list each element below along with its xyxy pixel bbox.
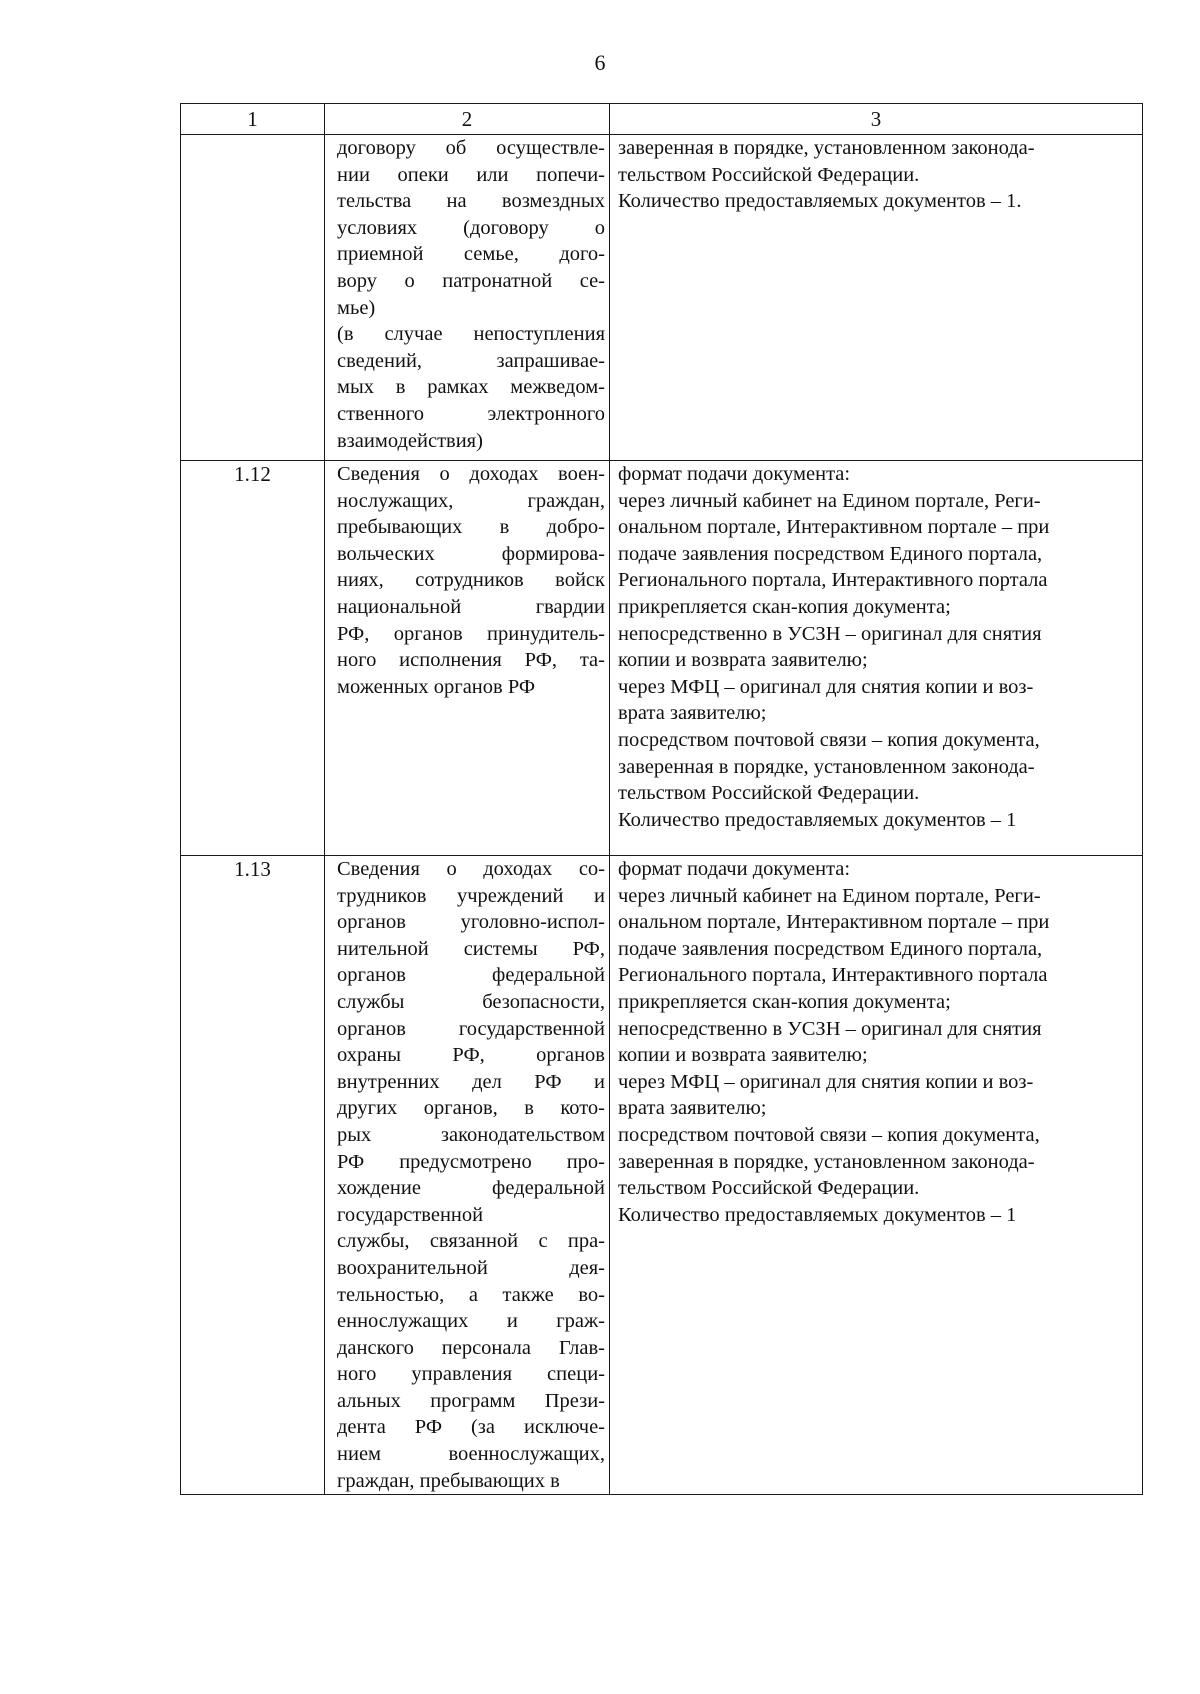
text-line: копии и возврата заявителю; xyxy=(618,649,868,672)
text-line: заверенная в порядке, установленном законода- xyxy=(618,1150,1035,1173)
text-line: непосредственно в УСЗН – оригинал для снятия xyxy=(618,1017,1042,1040)
text-line: Количество предоставляемых документов – 1 xyxy=(618,808,1017,831)
text-line: Регионального портала, Интерактивного портала xyxy=(618,964,1048,987)
submission-format-cell xyxy=(610,461,1143,856)
text-line: подаче заявления посредством Единого портала, xyxy=(618,542,1043,565)
text-line: других органов, в кото- xyxy=(337,1097,605,1120)
row-number-cell xyxy=(181,135,325,461)
text-line: вольческих формирова- xyxy=(337,542,605,565)
header-cell-2: 2 xyxy=(325,104,610,135)
text-line: органов государственной xyxy=(337,1017,605,1040)
text-line: посредством почтовой связи – копия документа, xyxy=(618,728,1040,751)
text-line: формат подачи документа: xyxy=(618,463,851,485)
text-line: ональном портале, Интерактивном портале – при xyxy=(618,516,1050,539)
text-line: рых законодательством xyxy=(337,1123,605,1146)
text-line: органов федеральной xyxy=(337,964,605,987)
text-line: национальной гвардии xyxy=(337,595,605,618)
text-line: копии и возврата заявителю; xyxy=(618,1044,868,1067)
text-line: тельством Российской Федерации. xyxy=(618,1177,920,1200)
text-line: дента РФ (за исключе- xyxy=(337,1416,605,1439)
text-line: сведений, запрашивае- xyxy=(337,349,605,372)
text-line: службы, связанной с пра- xyxy=(337,1230,605,1253)
text-line: тельства на возмездных xyxy=(337,190,605,213)
text-line: подаче заявления посредством Единого портала, xyxy=(618,937,1043,960)
text-line: заверенная в порядке, установленном законода- xyxy=(618,137,1035,159)
document-name-cell xyxy=(325,135,610,461)
text-line: хождение федеральной xyxy=(337,1177,605,1200)
text-line: через личный кабинет на Едином портале, Реги- xyxy=(618,489,1041,512)
text-line: РФ, органов принудитель- xyxy=(337,622,605,645)
document-name-cell xyxy=(325,461,610,856)
text-line: врата заявителю; xyxy=(618,1097,767,1120)
text-line: нительной системы РФ, xyxy=(337,937,605,960)
header-cell-3: 3 xyxy=(610,104,1143,135)
text-line: тельством Российской Федерации. xyxy=(618,163,920,186)
table-row xyxy=(181,135,1143,461)
text-line: вору о патронатной се- xyxy=(337,269,605,292)
text-line: Регионального портала, Интерактивного портала xyxy=(618,569,1048,592)
text-line: заверенная в порядке, установленном законода- xyxy=(618,755,1035,778)
submission-format-cell xyxy=(610,135,1143,461)
text-line: прикрепляется скан-копия документа; xyxy=(618,990,951,1013)
text-line: через МФЦ – оригинал для снятия копии и воз- xyxy=(618,675,1034,698)
text-line: формат подачи документа: xyxy=(618,858,851,880)
text-line: граждан, пребывающих в xyxy=(337,1469,560,1492)
row-number-cell: 1.12 xyxy=(181,461,325,856)
table-header-row xyxy=(181,104,1143,135)
text-line: РФ предусмотрено про- xyxy=(337,1150,605,1173)
text-line: данского персонала Глав- xyxy=(337,1336,605,1359)
text-line: через МФЦ – оригинал для снятия копии и воз- xyxy=(618,1070,1034,1093)
row-number-cell: 1.13 xyxy=(181,856,325,1495)
text-line: воохранительной дея- xyxy=(337,1256,605,1279)
document-name-cell xyxy=(325,856,610,1495)
document-table xyxy=(180,103,1143,1495)
table-row xyxy=(181,461,1143,856)
text-line: нием военнослужащих, xyxy=(337,1443,605,1466)
text-line: ниях, сотрудников войск xyxy=(337,569,605,592)
text-line: мых в рамках межведом- xyxy=(337,376,605,399)
text-line: тельством Российской Федерации. xyxy=(618,782,920,805)
text-line: условиях (договору о xyxy=(337,216,605,239)
text-line: нии опеки или попечи- xyxy=(337,163,605,186)
text-line: взаимодействия) xyxy=(337,429,483,452)
text-line: Количество предоставляемых документов – 1 xyxy=(618,1203,1017,1226)
text-line: врата заявителю; xyxy=(618,702,767,725)
text-line: мье) xyxy=(337,296,376,319)
text-line: ного исполнения РФ, та- xyxy=(337,649,605,672)
text-line: прикрепляется скан-копия документа; xyxy=(618,595,951,618)
text-line: Сведения о доходах воен- xyxy=(337,463,605,485)
text-line: моженных органов РФ xyxy=(337,675,536,698)
text-line: приемной семье, дого- xyxy=(337,243,605,266)
text-line: через личный кабинет на Едином портале, Реги- xyxy=(618,884,1041,907)
text-line: государственной xyxy=(337,1203,484,1226)
text-line: (в случае непоступления xyxy=(337,323,605,346)
page-number: 6 xyxy=(594,50,606,75)
text-line: ственного электронного xyxy=(337,402,605,425)
text-line: ональном портале, Интерактивном портале – при xyxy=(618,911,1050,934)
header-cell-1: 1 xyxy=(181,104,325,135)
text-line: нослужащих, граждан, xyxy=(337,489,605,512)
text-line: органов уголовно-испол- xyxy=(337,911,605,934)
text-line: непосредственно в УСЗН – оригинал для снятия xyxy=(618,622,1042,645)
text-line: охраны РФ, органов xyxy=(337,1044,605,1067)
text-line: Сведения о доходах со- xyxy=(337,858,605,880)
text-line: Количество предоставляемых документов – 1. xyxy=(618,190,1022,213)
text-line: трудников учреждений и xyxy=(337,884,605,907)
text-line: договору об осуществле- xyxy=(337,137,605,159)
text-line: ного управления специ- xyxy=(337,1363,605,1386)
table-row xyxy=(181,856,1143,1495)
text-line: тельностью, а также во- xyxy=(337,1283,605,1306)
text-line: службы безопасности, xyxy=(337,990,605,1013)
text-line: внутренних дел РФ и xyxy=(337,1070,605,1093)
text-line: еннослужащих и граж- xyxy=(337,1310,605,1333)
text-line: пребывающих в добро- xyxy=(337,516,605,539)
text-line: посредством почтовой связи – копия документа, xyxy=(618,1123,1040,1146)
submission-format-cell xyxy=(610,856,1143,1495)
text-line: альных программ Прези- xyxy=(337,1389,605,1412)
